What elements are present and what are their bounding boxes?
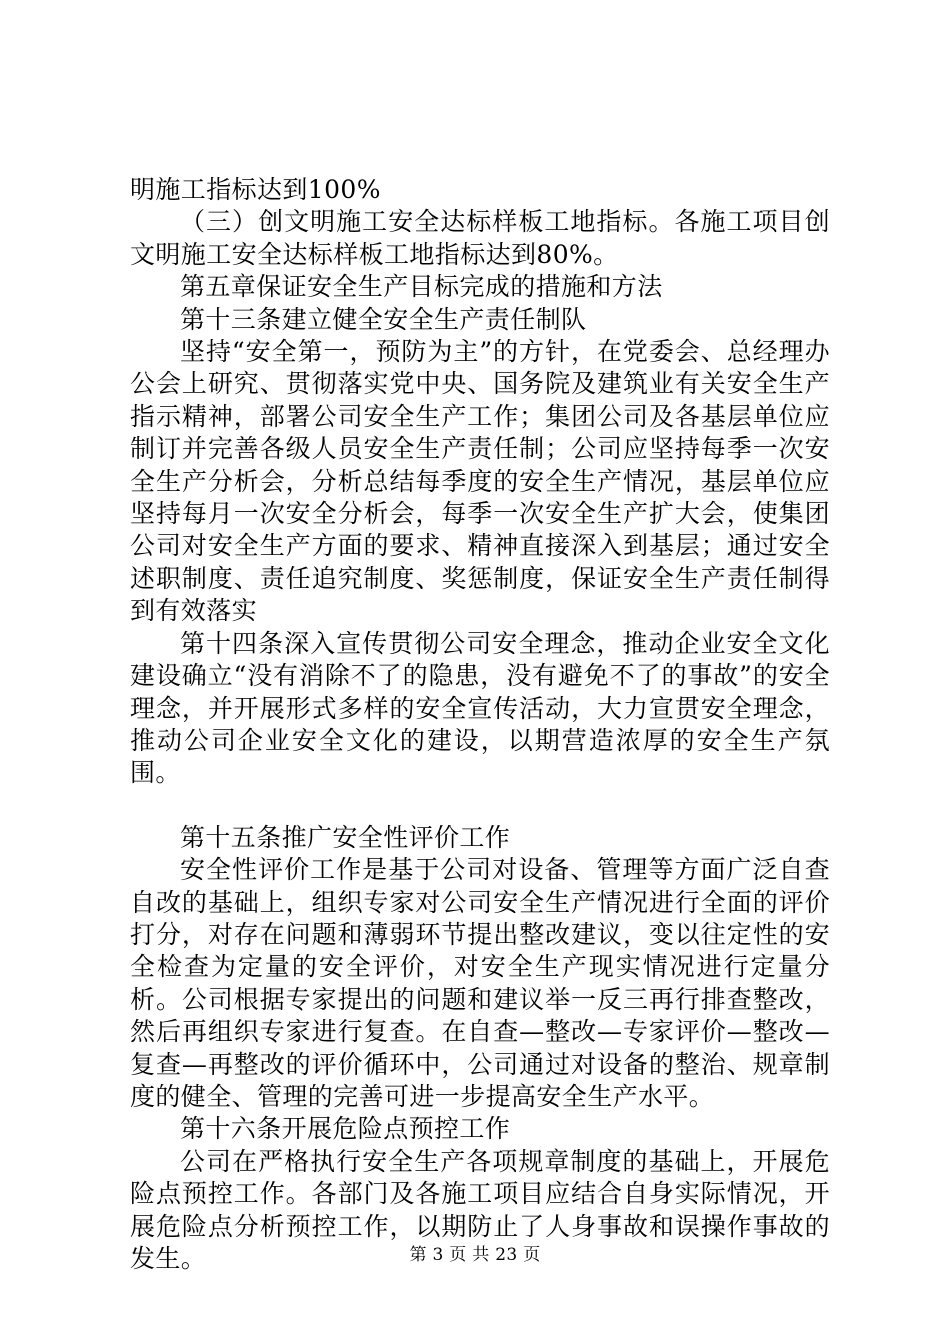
paragraph-spacer bbox=[130, 790, 830, 822]
article-16-heading: 第十六条开展危险点预控工作 bbox=[180, 1114, 511, 1144]
article-16-body: 公司在严格执行安全生产各项规章制度的基础上，开展危险点预控工作。各部门及各施工项目应结合自身实际情况，开展危险点分析预控工作，以期防止了人身事故和误操作事故的发生。 bbox=[130, 1146, 830, 1273]
article-14-paragraph: 第十四条深入宣传贯彻公司安全理念，推动企业安全文化建设确立“没有消除不了的隐患，没有避免不了的事故”的安全理念，并开展形式多样的安全宣传活动，大力宣贯安全理念，推动公司企业安全文化的建设，以期营造浓厚的安全生产氛围。 bbox=[130, 628, 830, 788]
article-15-body: 安全性评价工作是基于公司对设备、管理等方面广泛自查自改的基础上，组织专家对公司安全生产情况进行全面的评价打分，对存在问题和薄弱环节提出整改建议，变以往定性的安全检查为定量的安全评价，对安全生产现实情况进行定量分析。公司根据专家提出的问题和建议举一反三再行排查整改，然后再组织专家进行复查。在自查—整改—专家评价—整改—复查—再整改的评价循环中，公司通过对设备的整治、规章制度的健全、管理的完善可进一步提高安全生产水平。 bbox=[130, 855, 830, 1111]
chapter-5-heading: 第五章保证安全生产目标完成的措施和方法 bbox=[180, 272, 663, 302]
paragraph-target-3: （三）创文明施工安全达标样板工地指标。各施工项目创文明施工安全达标样板工地指标达到80%。 bbox=[130, 207, 830, 269]
paragraph-continuation: 明施工指标达到100% bbox=[130, 175, 381, 204]
article-15-heading: 第十五条推广安全性评价工作 bbox=[180, 822, 511, 852]
document-body bbox=[130, 174, 830, 1275]
page-number-footer: 第 3 页 共 23 页 bbox=[409, 1245, 541, 1265]
article-13-body: 坚持“安全第一，预防为主”的方针，在党委会、总经理办公会上研究、贯彻落实党中央、国务院及建筑业有关安全生产指示精神，部署公司安全生产工作；集团公司及各基层单位应制订并完善各级人员安全生产责任制；公司应坚持每季一次安全生产分析会，分析总结每季度的安全生产情况，基层单位应坚持每月一次安全分析会，每季一次安全生产扩大会，使集团公司对安全生产方面的要求、精神直接深入到基层；通过安全述职制度、责任追究制度、奖惩制度，保证安全生产责任制得到有效落实 bbox=[130, 337, 830, 626]
article-13-heading: 第十三条建立健全安全生产责任制队 bbox=[180, 304, 587, 334]
